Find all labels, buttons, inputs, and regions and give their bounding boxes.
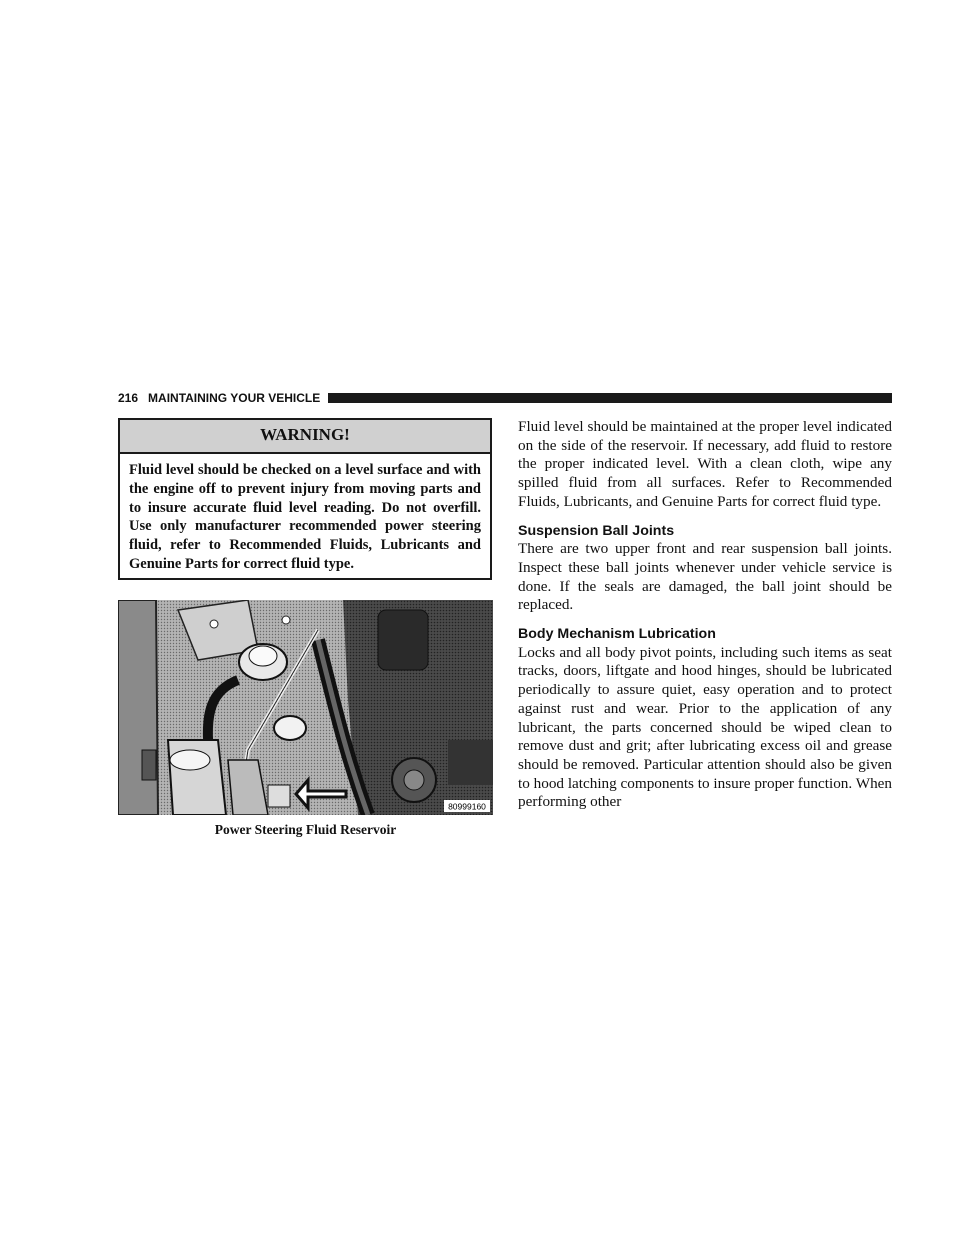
image-code: 80999160 <box>448 801 486 812</box>
engine-bay-illustration <box>118 600 493 815</box>
warning-body: Fluid level should be checked on a level surface and with the engine off to prevent injury from moving parts and to insure accurate fluid level reading. Do not overfill. Use only manufacturer recommended power steering fluid, refer to Recommended Fluids, Lubricants and Genuine Parts for correct fluid type. <box>129 462 481 572</box>
right-column <box>518 418 892 812</box>
figure-caption: Power Steering Fluid Reservoir <box>214 822 397 837</box>
section-body-body-mechanism: Locks and all body pivot points, including such items as seat tracks, doors, liftgate and hood hinges, should be lubricated periodically to assure quiet, easy operation and to protect against rust and wear. Prior to the application of any lubricant, the parts concerned should be wiped clean to remove dust and grit; after lubricating excess oil and grease should be removed. Particular attention should also be given to hood latching components to insure proper function. When performing other <box>518 643 892 811</box>
section-heading-suspension: Suspension Ball Joints <box>518 522 675 539</box>
page-header <box>118 390 892 406</box>
warning-box <box>118 418 492 580</box>
warning-title: WARNING! <box>120 420 490 454</box>
page-number: 216 <box>118 391 139 405</box>
header-rule <box>328 393 892 403</box>
section-body-suspension: There are two upper front and rear suspension ball joints. Inspect these ball joints whenever under vehicle service is done. If the seals are damaged, the ball joint should be replaced. <box>518 540 892 614</box>
intro-paragraph: Fluid level should be maintained at the proper level indicated on the side of the reservoir. If necessary, add fluid to restore the proper indicated level. With a clean cloth, wipe any spilled fluid from all surfaces. Refer to Recommended Fluids, Lubricants, and Genuine Parts for correct fluid type. <box>518 418 892 510</box>
section-heading-body-mechanism: Body Mechanism Lubrication <box>518 626 716 643</box>
section-title: MAINTAINING YOUR VEHICLE <box>148 391 321 405</box>
